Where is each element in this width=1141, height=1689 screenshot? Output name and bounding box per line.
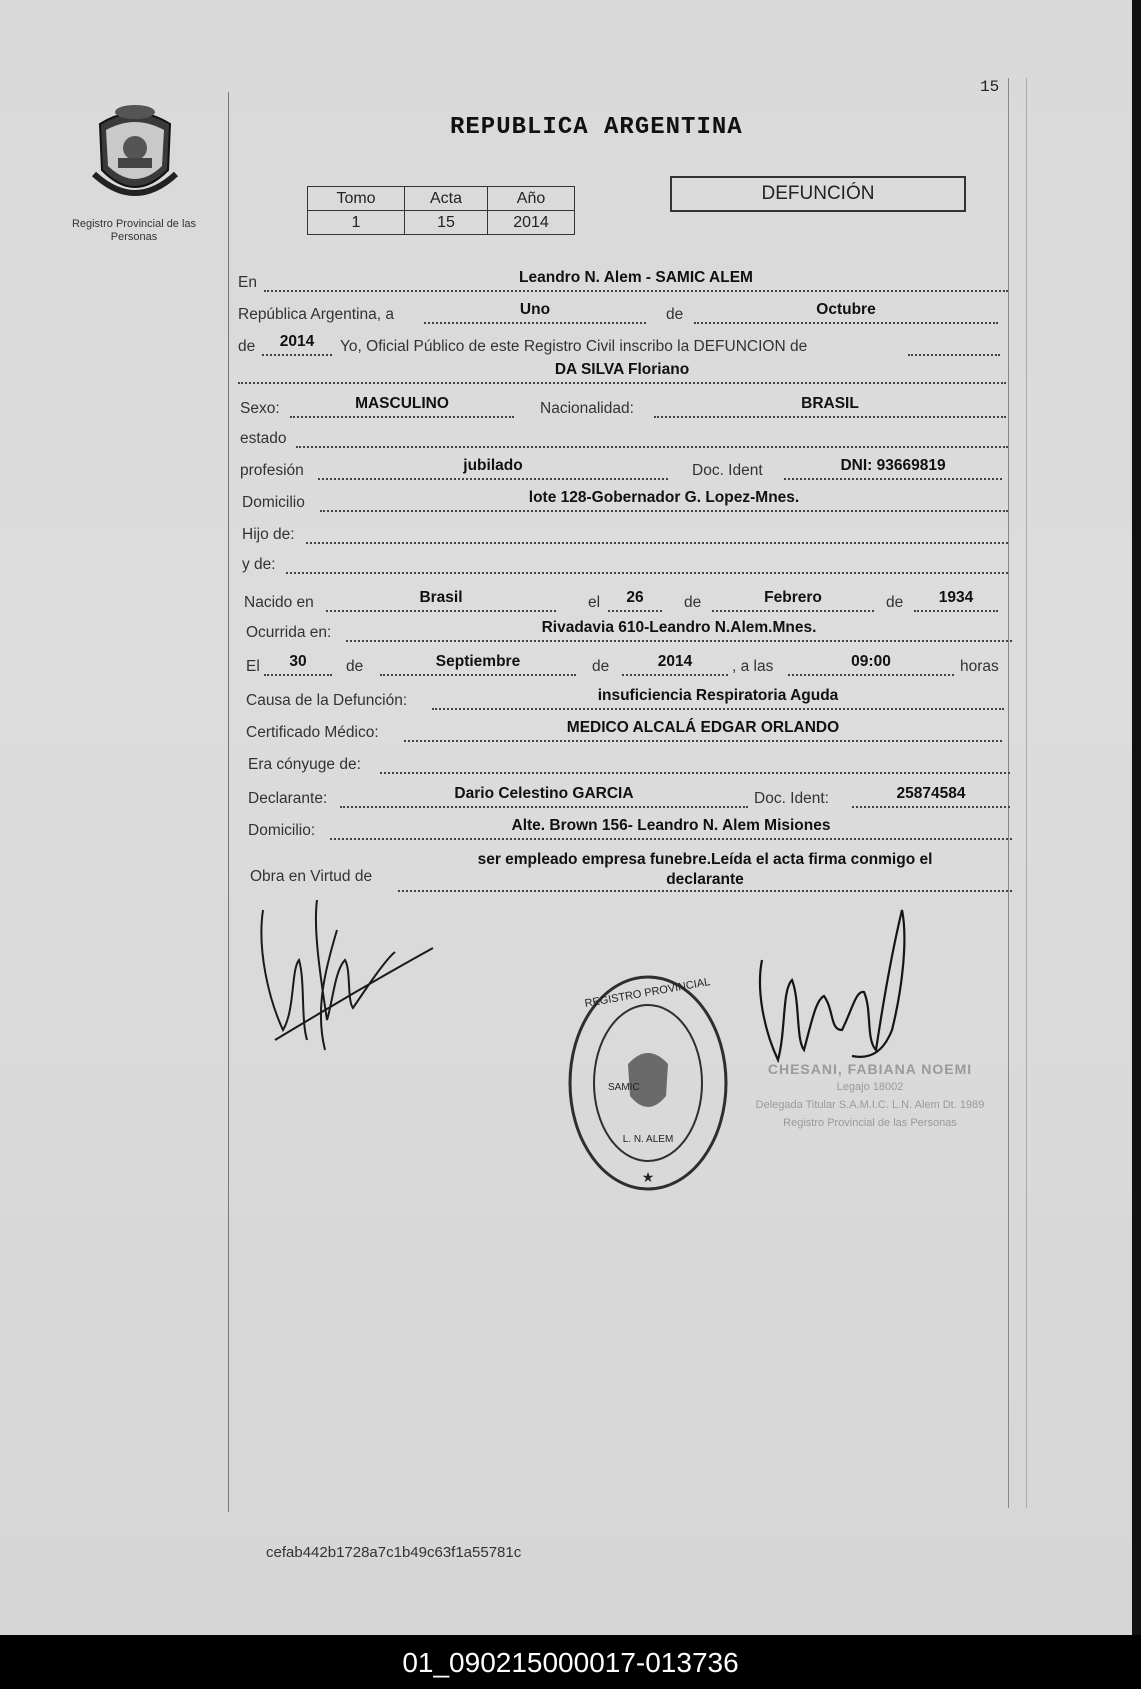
label-horas: horas: [960, 658, 999, 675]
field-def-dia: 30: [264, 652, 332, 676]
label-obra: Obra en Virtud de: [250, 868, 373, 885]
row-declarante: [246, 784, 1016, 810]
official-stamp: [720, 1060, 1020, 1132]
field-y-de: [286, 550, 1008, 574]
field-anio: 2014: [262, 332, 332, 356]
label-sexo: Sexo:: [240, 400, 280, 417]
field-obra-line2: declarante: [666, 871, 744, 888]
reference-table: [307, 186, 575, 235]
document-id: 01_090215000017-013736: [402, 1647, 739, 1678]
field-domicilio: lote 128-Gobernador G. Lopez-Mnes.: [320, 488, 1008, 512]
label-conyuge: Era cónyuge de:: [248, 756, 361, 773]
svg-text:L. N. ALEM: L. N. ALEM: [622, 1134, 674, 1145]
stamp-line4: Registro Provincial de las Personas: [783, 1117, 957, 1129]
stamp-line2: Legajo 18002: [836, 1081, 904, 1093]
page-title: REPUBLICA ARGENTINA: [450, 114, 743, 141]
label-def-de2: de: [592, 658, 610, 675]
label-y-de: y de:: [242, 556, 276, 573]
label-el: el: [588, 594, 601, 611]
label-ocurrida-en: Ocurrida en:: [246, 624, 332, 641]
field-obra: [398, 850, 1012, 892]
declarant-signature: [255, 890, 435, 1060]
label-estado: estado: [240, 430, 287, 447]
registry-seal-icon: [566, 972, 730, 1194]
official-signature: [752, 900, 922, 1080]
field-en: Leandro N. Alem - SAMIC ALEM: [264, 268, 1008, 292]
field-def-mes: Septiembre: [380, 652, 576, 676]
row-nacimiento: [242, 588, 1012, 614]
row-anio: [238, 332, 1008, 358]
field-nac-dia: 26: [608, 588, 662, 612]
label-decl-domicilio: Domicilio:: [248, 822, 316, 839]
field-profesion: jubilado: [318, 456, 668, 480]
field-nombre: DA SILVA Floriano: [238, 360, 1006, 384]
label-doc-ident: Doc. Ident: [692, 462, 763, 479]
document-hash: cefab442b1728a7c1b49c63f1a55781c: [266, 1544, 522, 1561]
right-margin-rule-outer: [1026, 78, 1027, 1508]
row-y-de: [240, 550, 1010, 576]
label-nacionalidad: Nacionalidad:: [540, 400, 634, 417]
field-decl-domicilio: Alte. Brown 156- Leandro N. Alem Misiones: [330, 816, 1012, 840]
provincial-emblem-icon: [88, 100, 182, 210]
field-nac-anio: 1934: [914, 588, 998, 612]
label-el-def: El: [246, 658, 260, 675]
label-republica: República Argentina, a: [238, 306, 394, 323]
svg-text:SAMIC: SAMIC: [608, 1082, 640, 1093]
field-dia: Uno: [424, 300, 646, 324]
row-decl-domicilio: [246, 816, 1016, 842]
label-decl-doc: Doc. Ident:: [754, 790, 829, 807]
stamp-name: CHESANI, FABIANA NOEMI: [767, 1061, 973, 1077]
label-en: En: [238, 274, 257, 291]
field-decl-doc: 25874584: [852, 784, 1010, 808]
inscribo-text: Yo, Oficial Público de este Registro Civil inscribo la DEFUNCION de: [340, 338, 808, 355]
ref-value-acta: 15: [405, 211, 488, 235]
row-fecha-defuncion: [244, 652, 1014, 678]
field-obra-line1: ser empleado empresa funebre.Leída el acta firma conmigo el: [477, 851, 933, 868]
ref-header-tomo: Tomo: [308, 187, 405, 211]
row-nombre: [238, 360, 1008, 386]
label-nac-de2: de: [886, 594, 904, 611]
row-hijo-de: [240, 520, 1010, 546]
label-profesion: profesión: [240, 462, 304, 479]
label-causa: Causa de la Defunción:: [246, 692, 408, 709]
label-de: de: [666, 306, 684, 323]
row-ocurrida: [244, 618, 1014, 644]
row-en: [238, 268, 1008, 294]
field-inscribo-blank: [908, 332, 1000, 356]
left-margin-rule: [228, 92, 229, 1512]
field-mes: Octubre: [694, 300, 998, 324]
label-hijo-de: Hijo de:: [242, 526, 295, 543]
label-certificado: Certificado Médico:: [246, 724, 379, 741]
label-a-las: , a las: [732, 658, 774, 675]
row-domicilio: [240, 488, 1010, 514]
field-conyuge: [380, 750, 1010, 774]
stamp-line3: Delegada Titular S.A.M.I.C. L.N. Alem Dt. 1989: [755, 1099, 985, 1111]
field-nac-mes: Febrero: [712, 588, 874, 612]
act-type-box: DEFUNCIÓN: [670, 176, 966, 212]
ref-header-acta: Acta: [405, 187, 488, 211]
row-profesion: [238, 456, 1008, 482]
row-certificado: [244, 718, 1014, 744]
label-def-de1: de: [346, 658, 364, 675]
field-def-anio: 2014: [622, 652, 728, 676]
page-number: 15: [980, 78, 1000, 96]
ref-value-tomo: 1: [308, 211, 405, 235]
row-sexo: [238, 394, 1008, 420]
svg-text:REGISTRO PROVINCIAL: REGISTRO PROVINCIAL: [583, 976, 712, 1010]
field-ocurrida-en: Rivadavia 610-Leandro N.Alem.Mnes.: [346, 618, 1012, 642]
field-declarante: Dario Celestino GARCIA: [340, 784, 748, 808]
label-anio-de: de: [238, 338, 256, 355]
field-hijo-de: [306, 520, 1008, 544]
svg-text:★: ★: [641, 1169, 655, 1185]
row-estado: [238, 424, 1008, 450]
field-estado: [296, 424, 1008, 448]
label-nacido-en: Nacido en: [244, 594, 314, 611]
field-causa: insuficiencia Respiratoria Aguda: [432, 686, 1004, 710]
ref-value-anio: 2014: [488, 211, 575, 235]
label-declarante: Declarante:: [248, 790, 328, 807]
field-sexo: MASCULINO: [290, 394, 514, 418]
row-conyuge: [246, 750, 1016, 776]
field-nacido-en: Brasil: [326, 588, 556, 612]
field-hora: 09:00: [788, 652, 954, 676]
field-nacionalidad: BRASIL: [654, 394, 1006, 418]
row-fecha-inscripcion: [238, 300, 1008, 326]
ref-header-anio: Año: [488, 187, 575, 211]
registry-caption: Registro Provincial de las Personas: [71, 218, 197, 243]
label-nac-de1: de: [684, 594, 702, 611]
field-doc-ident: DNI: 93669819: [784, 456, 1002, 480]
row-causa: [244, 686, 1014, 712]
field-certificado: MEDICO ALCALÁ EDGAR ORLANDO: [404, 718, 1002, 742]
label-domicilio: Domicilio: [242, 494, 305, 511]
